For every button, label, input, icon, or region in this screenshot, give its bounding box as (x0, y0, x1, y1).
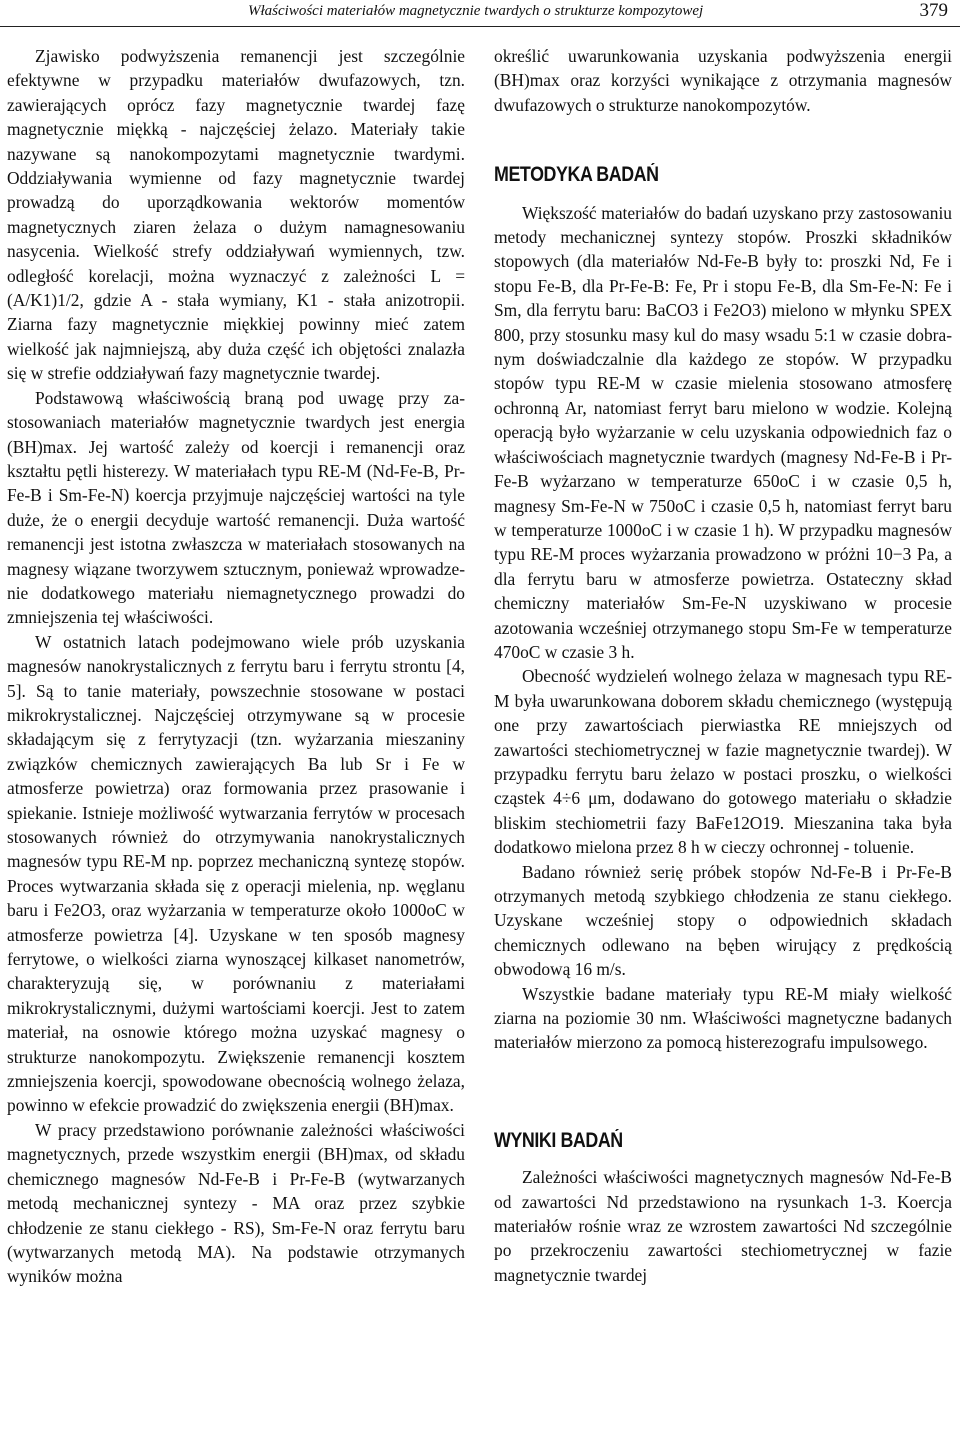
section-heading-results: WYNIKI BADAŃ (494, 1128, 623, 1152)
page-number: 379 (919, 0, 948, 21)
right-column (494, 44, 952, 1287)
paragraph-methods-rapid-quench: Badano również serię próbek stopów Nd-Fe-B i Pr-Fe-B otrzymanych metodą szybkiego chłodzenia ze stanu ciekłego. Uzyskane wcześniej stopy o odpowiednich składach chemicznych odlewano na bęben wirujący z prędkością obwodową 16 m/s. (494, 861, 952, 980)
running-title: Właściwości materiałów magnetycznie twardych o strukturze kompozytowej (248, 3, 704, 19)
paragraph-methods-iron: Obecność wydzieleń wolnego żelaza w magnesach typu RE-M była uwarunkowana doborem składu chemicznego (występują one przy zawartościach pierwiastka RE mniejszych od zawartości stechiometrycznej w fazie magnetycznie twardej). W przypadku ferrytu baru żelazo w postaci proszku, o wielkości cząstek 4÷6 μm, dodawano do gotowego materiału o składzie bliskim stechiometrii fazy BaFe12O19. Mieszanina taka była dodatkowo mielona przez 8 h w cieczy ochronnej - toluenie. (494, 666, 952, 858)
paragraph-exchange-coupling: Zjawisko podwyższenia remanencji jest szczególnie efektywne w przypadku materiałów dwufazowych, tzn. zawierających oprócz fazy magnetycznie twardej fazę magnetycznie miękką - najczęściej żelazo. Materiały takie nazywane są nanokompozytami magnetycznie twardymi. Oddziaływania wymienne od fazy magnetycznie twardej prowadzą do uporządkowania wektorów momentów magnetycznych ziaren żelaza o dużym namagnesowaniu nasycenia. Wielkość strefy oddziaływań wymiennych, tzw. odległość korelacji, można wyznaczyć z zależności L = (A/K1)1/2, gdzie A - stała wymiany, K1 - stała anizotropii. Ziarna fazy magnetycznie miękkiej powinny mieć zatem wielkość jak najmniejszą, aby duża część ich objętości znalazła się w strefie oddziaływań fazy magnetycznie twardej. (7, 46, 465, 384)
paragraph-methods-synthesis: Większość materiałów do badań uzyskano przy zastosowaniu metody mechanicznej syntezy stopów. Proszki składników stopowych (dla materiałów Nd-Fe-B były to: proszki Nd, Fe i stopu Fe-B, dla Pr-Fe-B: Fe, Pr i stopu Fe-B, dla Sm-Fe-N: Fe i Sm, dla ferrytu baru: BaCO3 i Fe2O3) mielono w młynku SPEX 800, przy stosunku masy kul do masy wsadu 5:1 w czasie dobranym doświadczalnie dla każdego ze stopów. W przypadku stopów typu RE-M w czasie mielenia stosowano atmosferę ochronną Ar, natomiast ferryt baru mielono w wodzie. Kolejną operacją było wyżarzanie w celu uzyskania odpowiednich faz o właściwościach magnetycznie twardych (magnesy Nd-Fe-B i Pr-Fe-B wyżarzano w temperaturze 650oC i w czasie 0,5 h, magnesy Sm-Fe-N w 750oC i czasie 0,5 h, natomiast ferryt baru w temperaturze 1000oC i w czasie 1 h). W przypadku magnesów typu RE-M proces wyżarzania prowadzono w próżni 10−3 Pa, a dla ferrytu baru w atmosferze powietrza. Ostateczny skład chemiczny materiałów Sm-Fe-N uzyskiwano w procesie azotowania wcześniej otrzymanego stopu Sm-Fe w temperaturze 470oC w czasie 3 h. (494, 202, 952, 662)
paragraph-results: Zależności właściwości magnetycznych magnesów Nd-Fe-B od zawartości Nd przedstawiono na rysunkach 1-3. Koercja materiałów rośnie wraz ze wzrostem zawartości Nd szczególnie po przekroczeniu zawartości stechiometrycznej w fazie magnetycznie twardej (494, 1167, 952, 1285)
running-header (0, 0, 960, 26)
paragraph-continuation: określić uwarunkowania uzyskania podwyższenia energii (BH)max oraz korzyści wynikające z otrzymania magnesów dwufazowych o strukturze nanokompozytów. (494, 46, 952, 115)
left-column (7, 44, 465, 1289)
header-rule (0, 26, 960, 27)
paragraph-aim: W pracy przedstawiono porównanie zależności właściwości magnetycznych, przede wszystkim energii (BH)max, od składu chemicznego magnesów Nd-Fe-B i Pr-Fe-B (wytwarzanych metodą mechanicznej syntezy - MA oraz przez szybkie chłodzenie ze stanu ciekłego - RS), Sm-Fe-N oraz ferrytu baru (wytwarzanych metodą MA). Na podstawie otrzymanych wyników można (7, 1119, 465, 1287)
section-heading-methods: METODYKA BADAŃ (494, 163, 659, 187)
paragraph-ferrites: W ostatnich latach podejmowano wiele prób uzyskania magnesów nanokrystalicznych z ferrytu baru i ferrytu strontu [4, 5]. Są to tanie materiały, powszechnie stosowane w postaci mikrokrystalicznej. Najczęściej otrzymywane są w procesie składającym się z ferrytyzacji (tzn. wyżarzania mieszaniny związków chemicznych zawierających Ba lub Sr i Fe w atmosferze powietrza) oraz formowania przez prasowanie i spiekanie. Istnieje możliwość wytwarzania ferrytów w procesach stosowanych również do otrzymywania nanokrystalicznych magnesów typu RE-M np. poprzez mechaniczną syntezę stopów. Proces wytwarzania składa się z operacji mielenia, np. węglanu baru i Fe2O3, oraz wyżarzania w temperaturze około 1000oC w atmosferze powietrza [4]. Uzyskane w ten sposób magnesy ferrytowe, o wielkości ziarna wynoszącej kilkaset nanometrów, charakteryzują się, w porównaniu z materiałami mikrokrystalicznymi, dużymi wartościami koercji. Jest to zatem materiał, na osnowie którego można uzyskać magnesy o strukturze nanokompozytu. Zwiększenie remanencji kosztem zmniejszenia koercji, spowodowane obecnością wolnego żelaza, powinno w efekcie prowadzić do zwiększenia energii (BH)max. (7, 631, 465, 1116)
paragraph-bhmax: Podstawową właściwością braną pod uwagę przy zastosowaniach materiałów magnetycznie twardych jest energia (BH)max. Jej wartość zależy od koercji i remanencji oraz kształtu pętli histerezy. W materiałach typu RE-M (Nd-Fe-B, Pr-Fe-B i Sm-Fe-N) koercja przyjmuje najczęściej wartości na tyle duże, że o energii decyduje wartość remanencji. Duża wartość remanencji jest istotna zwłaszcza w materiałach stosowanych na magnesy wiązane tworzywem sztucznym, ponieważ wprowadzenie dodatkowego materiału niemagnetycznego prowadzi do zmniejszenia tej właściwości. (7, 387, 465, 628)
paragraph-methods-measurement: Wszystkie badane materiały typu RE-M miały wielkość ziarna na poziomie 30 nm. Właściwości magnetyczne badanych materiałów mierzono za pomocą histerezografu impulsowego. (494, 983, 952, 1053)
